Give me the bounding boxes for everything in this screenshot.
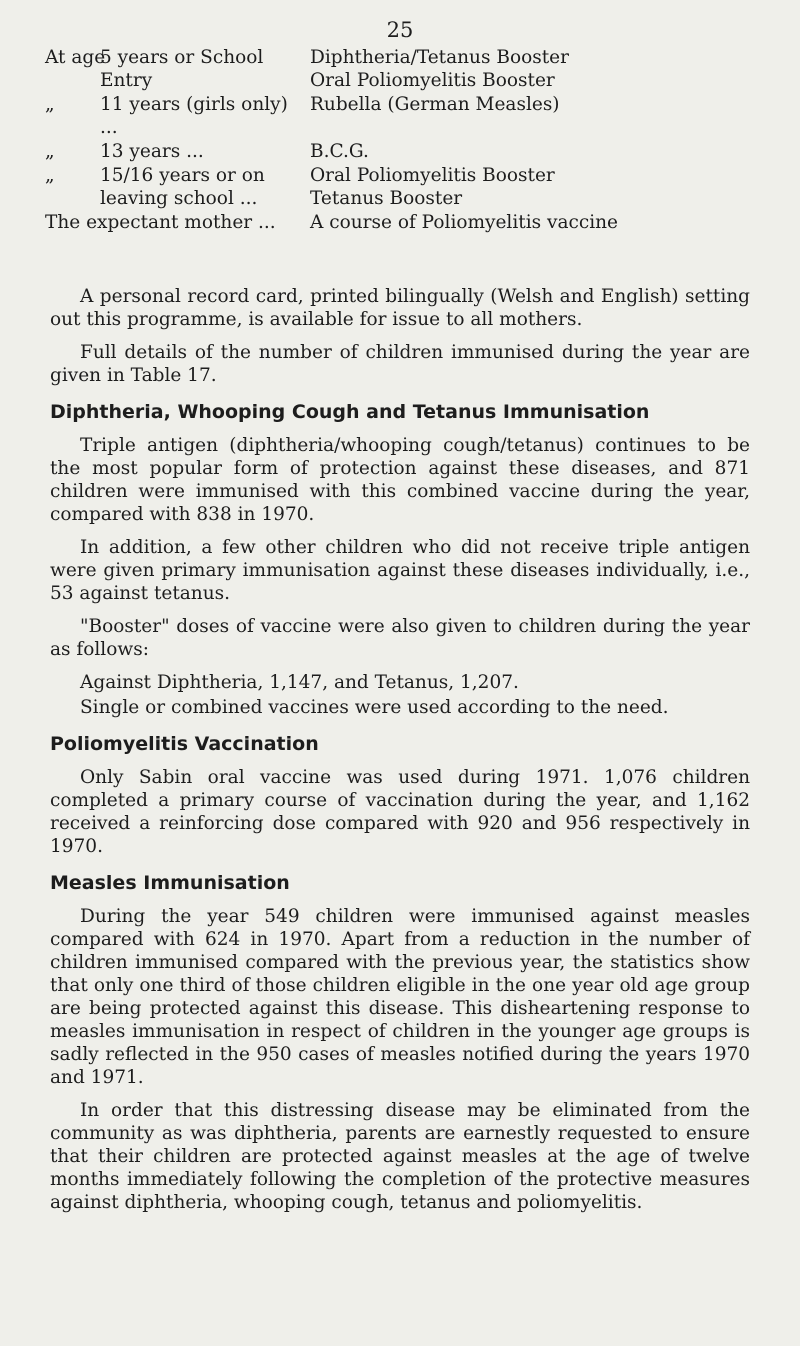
schedule-row (45, 93, 745, 139)
page-number: 25 (386, 18, 414, 42)
report-body (50, 285, 750, 1224)
schedule-vaccine: Tetanus Booster (310, 188, 463, 209)
schedule-desc: 11 years (girls only) ... (100, 94, 288, 138)
section-heading: Poliomyelitis Vaccination (50, 733, 319, 755)
schedule-vaccine: A course of Poliomyelitis vaccine (310, 212, 618, 233)
schedule-age: The expectant mother ... (45, 212, 276, 233)
schedule-vaccine: Oral Poliomyelitis Booster (310, 165, 555, 186)
intro-paragraph: Full details of the number of children immunised during the year are given in Table 17. (50, 342, 750, 386)
paragraph: In order that this distressing disease may be eliminated from the community as was diphtheria, parents are earnestly requested to ensure that their children are protected against measles at the age of twelve months immediately following the completion of the protective measures against diphtheria, whooping cough, tetanus and poliomyelitis. (50, 1100, 750, 1213)
paragraph: During the year 549 children were immunised against measles compared with 624 in 1970. Apart from a reduction in the number of children immunised compared with the previous year, the statistics show that only one third of those children eligible in the one year old age group are being protected against this disease. This disheartening response to measles immunisation in respect of children in the younger age groups is sadly reflected in the 950 cases of measles notified during the years 1970 and 1971. (50, 906, 750, 1088)
schedule-vaccine: Rubella (German Measles) (310, 94, 560, 115)
section-heading: Measles Immunisation (50, 872, 290, 894)
schedule-vaccine: Oral Poliomyelitis Booster (310, 70, 555, 91)
schedule-row (45, 211, 745, 234)
schedule-vaccine: Diphtheria/Tetanus Booster (310, 47, 569, 68)
schedule-age: „ (45, 94, 55, 115)
schedule-age: „ (45, 165, 55, 186)
schedule-row (45, 140, 745, 163)
paragraph: "Booster" doses of vaccine were also given to children during the year as follows: (50, 616, 750, 660)
schedule-row (45, 46, 745, 92)
schedule-vaccine: B.C.G. (310, 141, 369, 162)
paragraph: Only Sabin oral vaccine was used during 1971. 1,076 children completed a primary course of vaccination during the year, and 1,162 received a reinforcing dose compared with 920 and 956 respectively in 1970. (50, 767, 750, 857)
paragraph: Triple antigen (diphtheria/whooping cough/tetanus) continues to be the most popular form of protection against these diseases, and 871 children were immunised with this combined vaccine during the year, compared with 838 in 1970. (50, 435, 750, 525)
schedule-age: At age (45, 47, 106, 68)
schedule-row (45, 164, 745, 210)
schedule-age: „ (45, 141, 55, 162)
paragraph: Against Diphtheria, 1,147, and Tetanus, 1,207. (80, 672, 519, 693)
intro-paragraph: A personal record card, printed bilingually (Welsh and English) setting out this programme, is available for issue to all mothers. (50, 286, 750, 330)
immunisation-schedule (45, 46, 745, 235)
paragraph: Single or combined vaccines were used according to the need. (80, 697, 669, 718)
section-heading: Diphtheria, Whooping Cough and Tetanus Immunisation (50, 401, 650, 423)
schedule-desc: 15/16 years or on leaving school ... (100, 165, 265, 209)
schedule-desc: 5 years or School Entry (100, 47, 264, 91)
paragraph: In addition, a few other children who did not receive triple antigen were given primary immunisation against these diseases individually, i.e., 53 against tetanus. (50, 537, 750, 604)
schedule-desc: 13 years ... (100, 141, 204, 162)
